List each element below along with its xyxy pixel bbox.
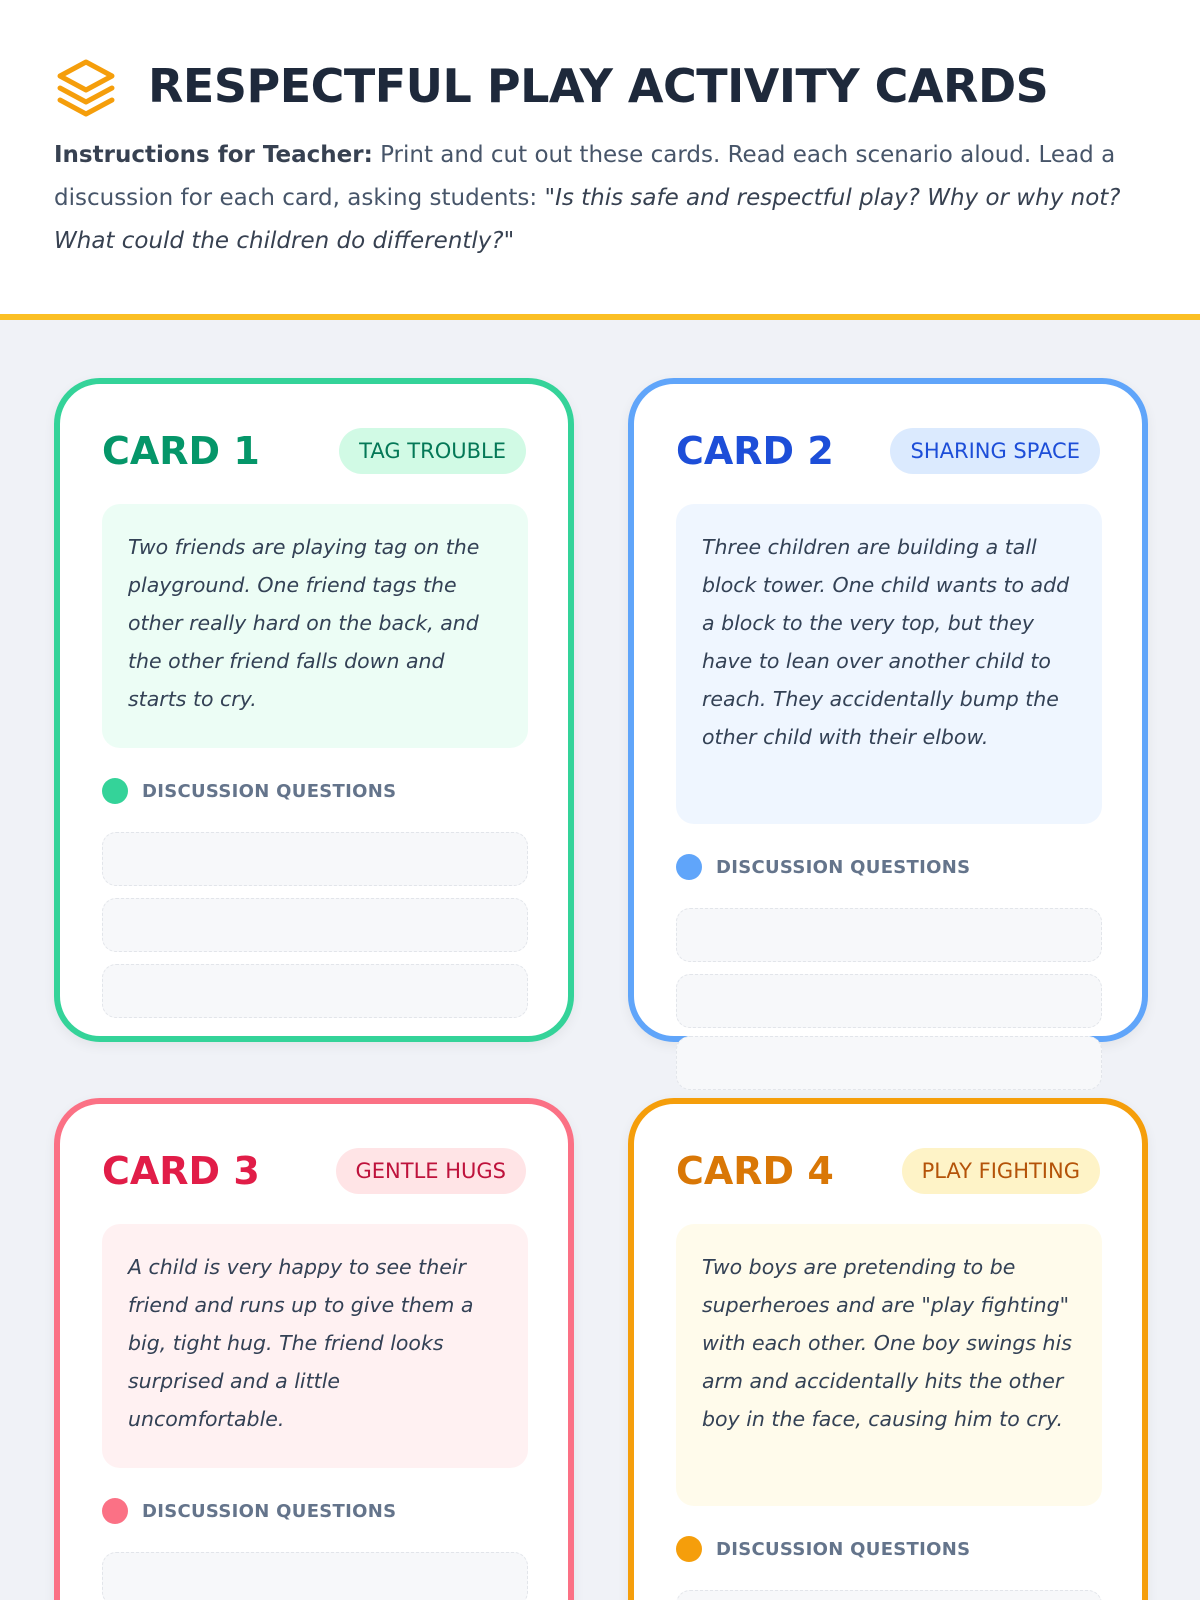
card-title: CARD 4 <box>676 1149 834 1193</box>
activity-card-1 <box>54 378 574 1042</box>
card-scenario: Three children are building a tall block tower. One child wants to add a block to the very top, but they have to lean over another child to reach. They accidentally bump the other child with their elbow. <box>676 504 1102 824</box>
card-scenario: Two boys are pretending to be superheroes and are "play fighting" with each other. One boy swings his arm and accidentally hits the other boy in the face, causing him to cry. <box>676 1224 1102 1506</box>
dot-icon <box>102 778 128 804</box>
card-title: CARD 2 <box>676 429 834 473</box>
answer-line[interactable] <box>102 1552 528 1600</box>
dot-icon <box>676 1536 702 1562</box>
dot-icon <box>676 854 702 880</box>
layers-icon <box>54 56 118 120</box>
discussion-label: DISCUSSION QUESTIONS <box>142 1500 397 1522</box>
discussion-label: DISCUSSION QUESTIONS <box>716 856 971 878</box>
discussion-header <box>102 1498 396 1524</box>
page-header <box>0 0 1200 320</box>
card-tag: TAG TROUBLE <box>339 428 526 474</box>
card-title: CARD 1 <box>102 429 260 473</box>
discussion-label: DISCUSSION QUESTIONS <box>716 1538 971 1560</box>
answer-line[interactable] <box>102 964 528 1018</box>
discussion-header <box>676 854 970 880</box>
discussion-header <box>102 778 396 804</box>
discussion-label: DISCUSSION QUESTIONS <box>142 780 397 802</box>
instructions-label: Instructions for Teacher: <box>54 142 373 168</box>
card-tag: SHARING SPACE <box>890 428 1100 474</box>
teacher-instructions <box>54 134 1154 263</box>
card-scenario: A child is very happy to see their friend and runs up to give them a big, tight hug. The friend looks surprised and a little uncomfortable. <box>102 1224 528 1468</box>
card-tag: GENTLE HUGS <box>336 1148 527 1194</box>
answer-line[interactable] <box>676 974 1102 1028</box>
dot-icon <box>102 1498 128 1524</box>
page-title: RESPECTFUL PLAY ACTIVITY CARDS <box>148 59 1049 113</box>
answer-line[interactable] <box>676 1036 1102 1090</box>
discussion-header <box>676 1536 970 1562</box>
answer-line[interactable] <box>676 1590 1102 1600</box>
activity-card-2 <box>628 378 1148 1042</box>
card-scenario: Two friends are playing tag on the playground. One friend tags the other really hard on the back, and the other friend falls down and starts to cry. <box>102 504 528 748</box>
answer-line[interactable] <box>102 832 528 886</box>
card-title: CARD 3 <box>102 1149 260 1193</box>
instructions-quote: "Is this safe and respectful play? Why or why not? What could the children do differently?" <box>54 185 1121 254</box>
activity-card-4 <box>628 1098 1148 1600</box>
activity-card-3 <box>54 1098 574 1600</box>
card-tag: PLAY FIGHTING <box>902 1148 1100 1194</box>
answer-line[interactable] <box>676 908 1102 962</box>
instructions-text: Print and cut out these cards. Read each scenario aloud. Lead a discussion for each card, asking students: <box>54 142 1116 211</box>
answer-line[interactable] <box>102 898 528 952</box>
